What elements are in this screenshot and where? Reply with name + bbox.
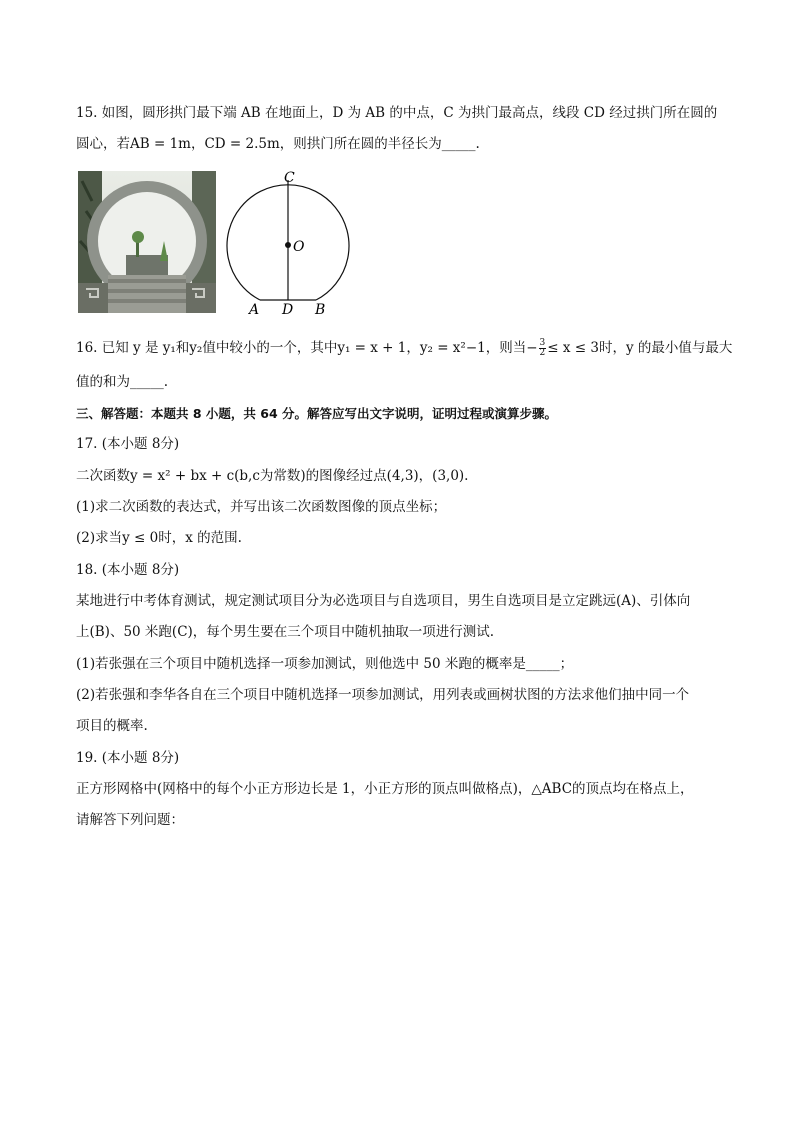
q17-part1: (1)求二次函数的表达式，并写出该二次函数图像的顶点坐标；	[76, 499, 447, 515]
q17-body: 二次函数y = x² + bx + c(b,c为常数)的图像经过点(4,3)，(3,0).	[76, 468, 469, 484]
moon-gate-photo	[78, 171, 216, 313]
q17-part2: (2)求当y ≤ 0时，x 的范围.	[76, 530, 242, 546]
q16-text-line2: 值的和为_____.	[76, 374, 169, 390]
q19-body-line2: 请解答下列问题：	[76, 812, 184, 828]
q18-body-line1: 某地进行中考体育测试，规定测试项目分为必选项目与自选项目，男生自选项目是立定跳远(A)、引体向	[76, 593, 691, 609]
label-b: B	[315, 302, 326, 318]
q16-line1-part2: ≤ x ≤ 3时，y 的最小值与最大	[547, 340, 733, 356]
q18-part2-line1: (2)若张强和李华各自在三个项目中随机选择一项参加测试，用列表或画树状图的方法求他们抽中同一个	[76, 687, 690, 703]
frac-numerator: 3	[539, 338, 546, 348]
q19-header: 19. (本小题 8分)	[76, 750, 180, 766]
label-d: D	[282, 302, 294, 318]
frac-denominator: 2	[539, 348, 546, 358]
label-o: O	[293, 239, 305, 255]
q15-text-line2: 圆心，若AB = 1m，CD = 2.5m，则拱门所在圆的半径长为_____.	[76, 136, 480, 152]
q18-part2-line2: 项目的概率.	[76, 718, 148, 734]
label-a: A	[249, 302, 260, 318]
label-c: C	[284, 170, 295, 186]
q16-text-line1	[76, 338, 732, 358]
q19-body-line1: 正方形网格中(网格中的每个小正方形边长是 1，小正方形的顶点叫做格点)，△ABC的顶点均在格点上，	[76, 781, 694, 797]
q17-header: 17. (本小题 8分)	[76, 436, 180, 452]
section-three-heading: 三、解答题：本题共 8 小题，共 64 分。解答应写出文字说明，证明过程或演算步骤。	[76, 406, 558, 421]
q16-line1-part1: 16. 已知 y 是 y₁和y₂值中较小的一个，其中y₁ = x + 1，y₂ = x²−1，则当−	[76, 340, 538, 356]
fraction-three-halves	[539, 339, 547, 358]
q18-body-line2: 上(B)、50 米跑(C)，每个男生要在三个项目中随机抽取一项进行测试.	[76, 624, 495, 640]
q18-header: 18. (本小题 8分)	[76, 562, 180, 578]
q15-text-line1: 15. 如图，圆形拱门最下端 AB 在地面上，D 为 AB 的中点，C 为拱门最高点，线段 CD 经过拱门所在圆的	[76, 105, 718, 121]
arch-geometry-diagram	[222, 166, 358, 318]
q18-part1: (1)若张强在三个项目中随机选择一项参加测试，则他选中 50 米跑的概率是_____；	[76, 656, 574, 672]
